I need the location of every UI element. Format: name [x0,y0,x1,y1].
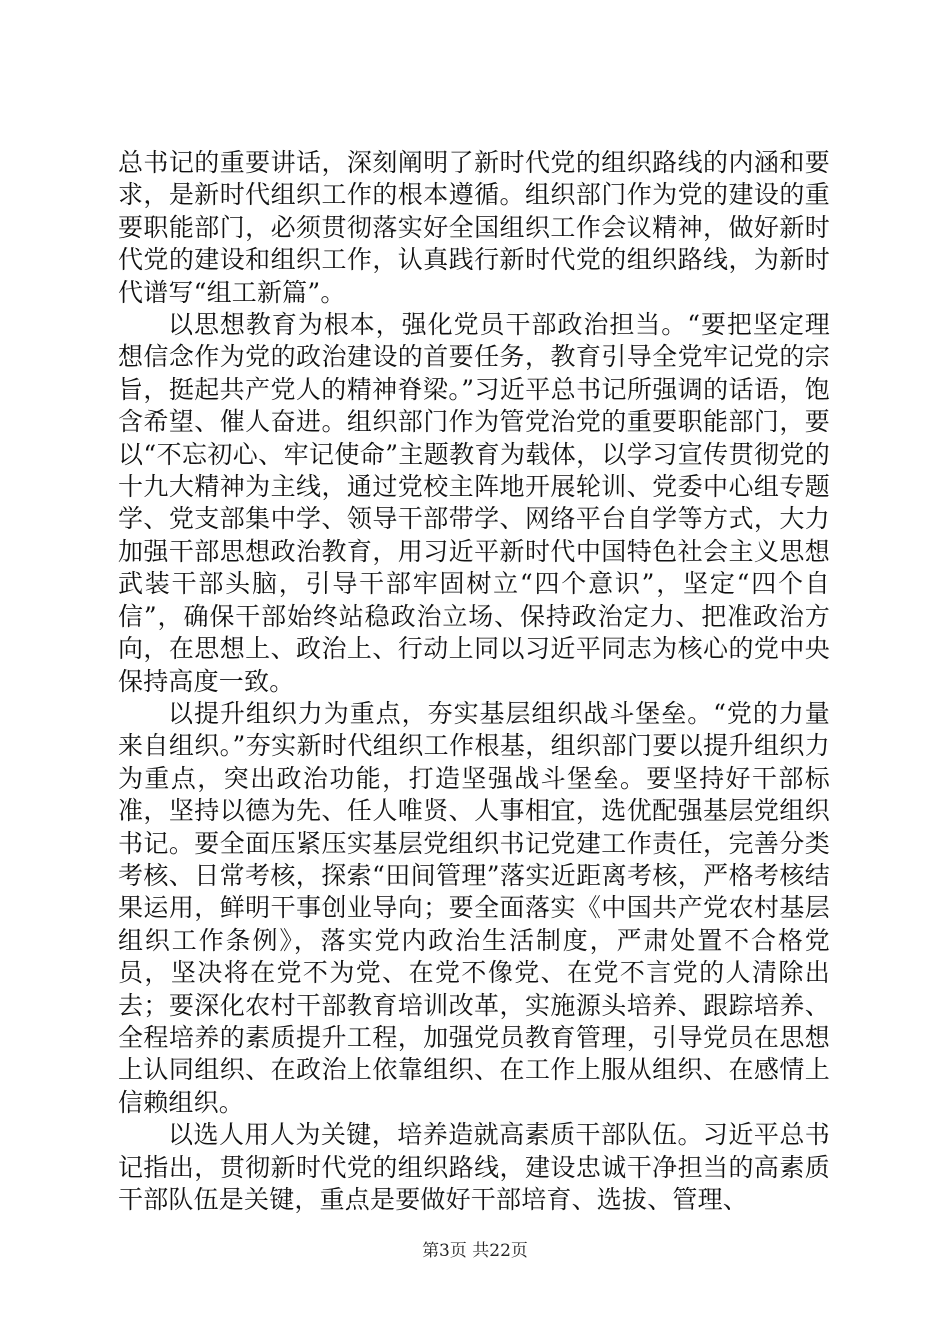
page-number-footer: 第3页 共22页 [422,1241,528,1261]
paragraph-continuation: 总书记的重要讲话，深刻阐明了新时代党的组织路线的内涵和要求，是新时代组织工作的根本遵循。组织部门作为党的建设的重要职能部门，必须贯彻落实好全国组织工作会议精神，做好新时代党的建设和组织工作，认真践行新时代党的组织路线，为新时代谱写“组工新篇”。 [118,148,830,307]
paragraph-ideological-education: 以思想教育为根本，强化党员干部政治担当。“要把坚定理想信念作为党的政治建设的首要任务，教育引导全党牢记党的宗旨，挺起共产党人的精神脊梁。”习近平总书记所强调的话语，饱含希望、催人奋进。组织部门作为管党治党的重要职能部门，要以“不忘初心、牢记使命”主题教育为载体，以学习宣传贯彻党的十九大精神为主线，通过党校主阵地开展轮训、党委中心组专题学、党支部集中学、领导干部带学、网络平台自学等方式，大力加强干部思想政治教育，用习近平新时代中国特色社会主义思想武装干部头脑，引导干部牢固树立“四个意识”，坚定“四个自信”，确保干部始终站稳政治立场、保持政治定力、把准政治方向，在思想上、政治上、行动上同以习近平同志为核心的党中央保持高度一致。 [118,310,830,696]
paragraph-cadre-selection: 以选人用人为关键，培养造就高素质干部队伍。习近平总书记指出，贯彻新时代党的组织路线，建设忠诚干净担当的高素质干部队伍是关键，重点是要做好干部培育、选拔、管理、 [118,1120,830,1214]
document-body [118,147,830,1216]
paragraph-organizational-strength: 以提升组织力为重点，夯实基层组织战斗堡垒。“党的力量来自组织。”夯实新时代组织工作根基，组织部门要以提升组织力为重点，突出政治功能，打造坚强战斗堡垒。要坚持好干部标准，坚持以德为先、任人唯贤、人事相宜，选优配强基层党组织书记。要全面压紧压实基层党组织书记党建工作责任，完善分类考核、日常考核，探索“田间管理”落实近距离考核，严格考核结果运用，鲜明干事创业导向；要全面落实《中国共产党农村基层组织工作条例》，落实党内政治生活制度，严肃处置不合格党员，坚决将在党不为党、在党不像党、在党不言党的人清除出去；要深化农村干部教育培训改革，实施源头培养、跟踪培养、全程培养的素质提升工程，加强党员教育管理，引导党员在思想上认同组织、在政治上依靠组织、在工作上服从组织、在感情上信赖组织。 [118,698,830,1117]
